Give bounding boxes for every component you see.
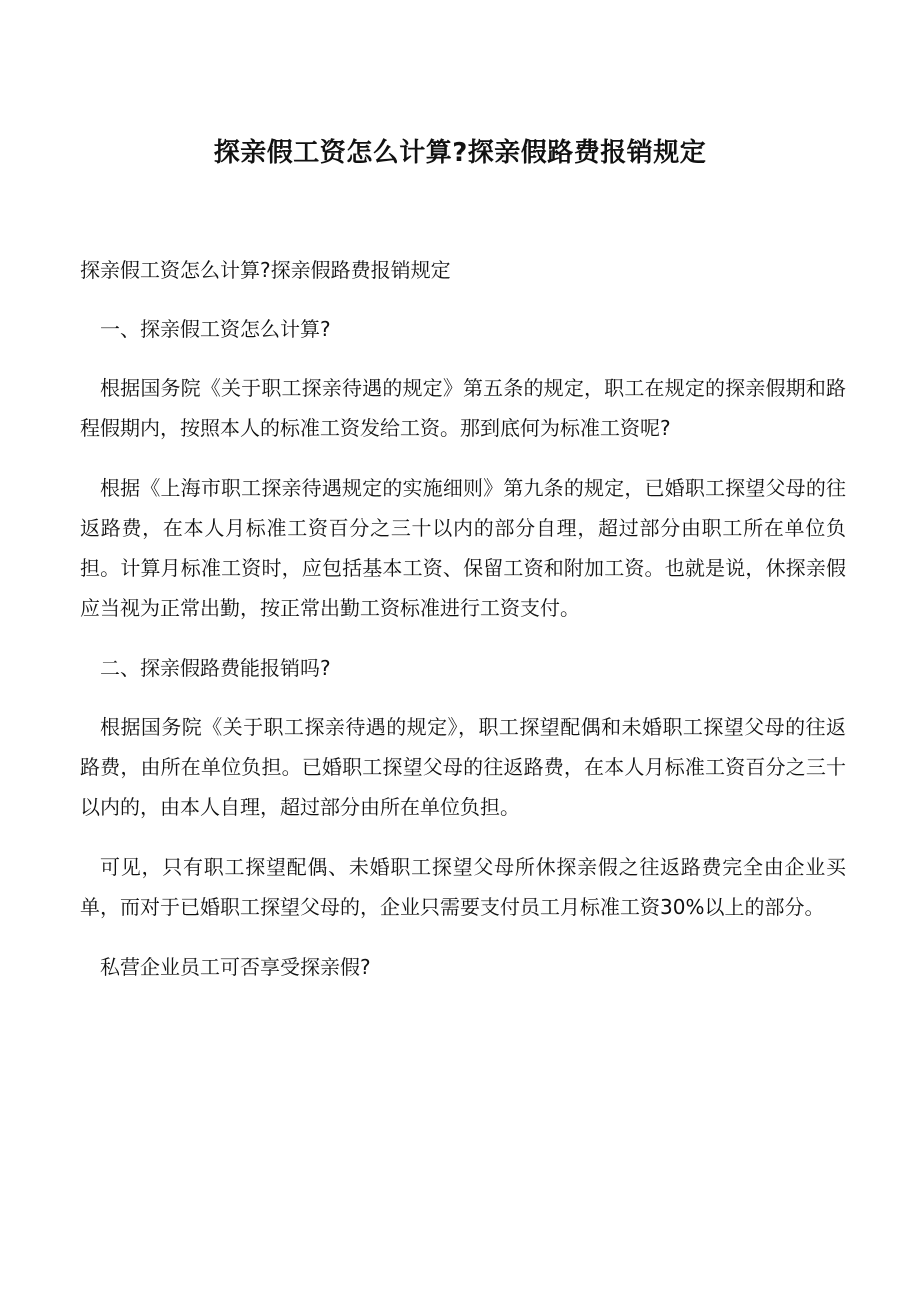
document-body (80, 250, 846, 1006)
section-heading-2: 二、探亲假路费能报销吗? (100, 656, 331, 680)
intro-paragraph: 探亲假工资怎么计算?探亲假路费报销规定 (80, 258, 451, 282)
section-heading-1: 一、探亲假工资怎么计算? (100, 317, 331, 341)
document-title: 探亲假工资怎么计算?探亲假路费报销规定 (213, 138, 707, 169)
body-paragraph: 可见，只有职工探望配偶、未婚职工探望父母所休探亲假之往返路费完全由企业买单，而对于已婚职工探望父母的，企业只需要支付员工月标准工资30%以上的部分。 (80, 855, 846, 919)
body-paragraph: 根据国务院《关于职工探亲待遇的规定》第五条的规定，职工在规定的探亲假期和路程假期内，按照本人的标准工资发给工资。那到底何为标准工资呢? (80, 376, 846, 440)
body-paragraph: 根据国务院《关于职工探亲待遇的规定》，职工探望配偶和未婚职工探望父母的往返路费，由所在单位负担。已婚职工探望父母的往返路费，在本人月标准工资百分之三十以内的，由本人自理，超过部分由所在单位负担。 (80, 715, 846, 819)
section-heading-3: 私营企业员工可否享受探亲假? (100, 955, 371, 979)
body-paragraph: 根据《上海市职工探亲待遇规定的实施细则》第九条的规定，已婚职工探望父母的往返路费，在本人月标准工资百分之三十以内的部分自理，超过部分由职工所在单位负担。计算月标准工资时，应包括基本工资、保留工资和附加工资。也就是说，休探亲假应当视为正常出勤，按正常出勤工资标准进行工资支付。 (80, 476, 846, 620)
